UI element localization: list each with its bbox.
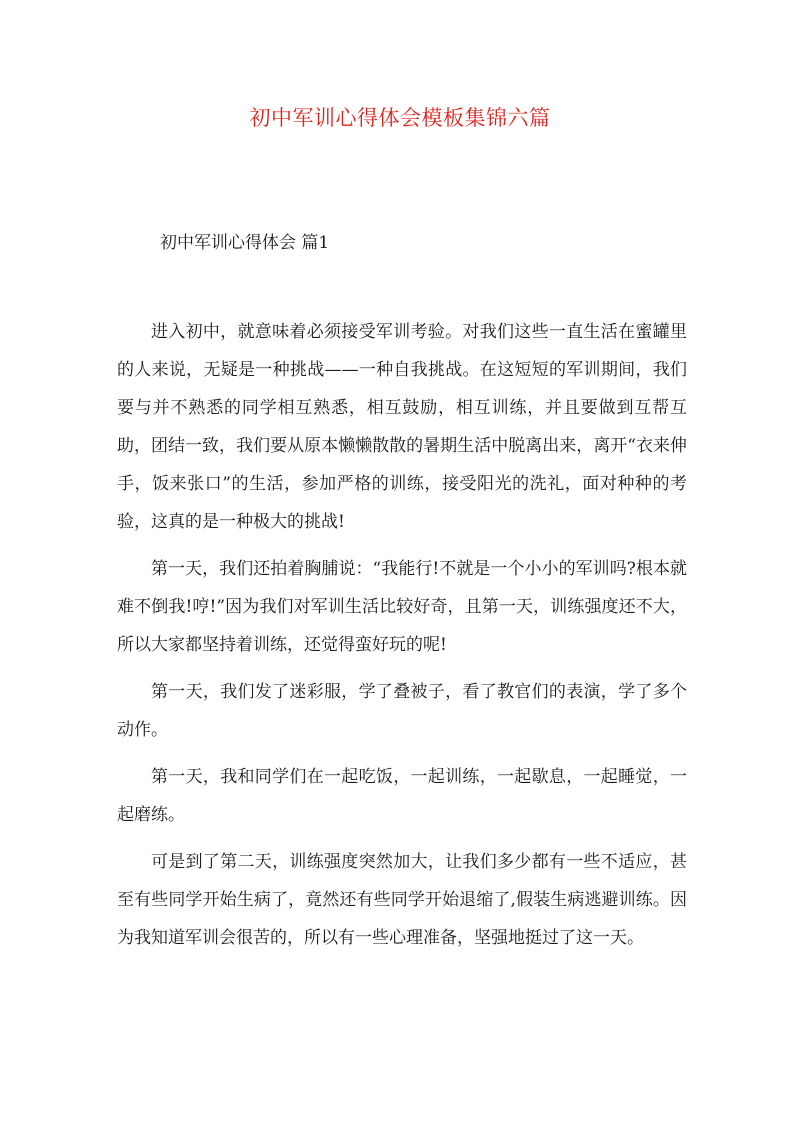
paragraph-4: 第一天，我和同学们在一起吃饭，一起训练，一起歇息，一起睡觉，一起磨练。 xyxy=(117,767,687,825)
paragraph-1: 进入初中，就意味着必须接受军训考验。对我们这些一直生活在蜜罐里的人来说，无疑是一种挑战——一种自我挑战。在这短短的军训期间，我们要与并不熟悉的同学相互熟悉，相互鼓励，相互训练，并且要做到互帮互助，团结一致，我们要从原本懒懒散散的暑期生活中脱离出来，离开“衣来伸手，饭来张口”的生活，参加严格的训练，接受阳光的洗礼，面对种种的考验，这真的是一种极大的挑战! xyxy=(117,322,687,532)
paragraph-2: 第一天，我们还拍着胸脯说：“我能行!不就是一个小小的军训吗?根本就难不倒我!哼!”因为我们对军训生活比较好奇，且第一天，训练强度还不大，所以大家都坚持着训练，还觉得蛮好玩的呢! xyxy=(117,559,687,655)
paragraph-3: 第一天，我们发了迷彩服，学了叠被子，看了教官们的表演，学了多个动作。 xyxy=(117,682,687,740)
document-body xyxy=(117,313,687,966)
document-title: 初中军训心得体会模板集锦六篇 xyxy=(249,106,551,130)
paragraph-5: 可是到了第二天，训练强度突然加大，让我们多少都有一些不适应，甚至有些同学开始生病了，竟然还有些同学开始退缩了,假装生病逃避训练。因为我知道军训会很苦的，所以有一些心理准备，坚强地挺过了这一天。 xyxy=(117,852,687,948)
section-heading: 初中军训心得体会 篇1 xyxy=(160,233,330,253)
